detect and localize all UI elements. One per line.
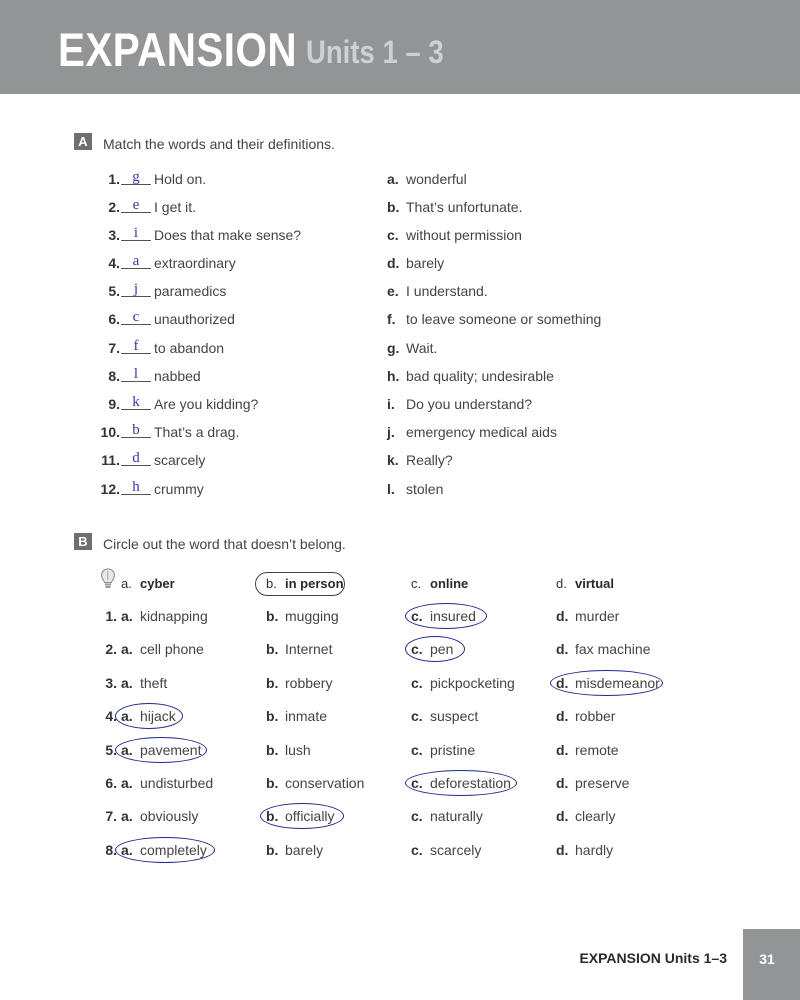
- option-text[interactable]: undisturbed: [140, 775, 214, 791]
- section-a-badge: A: [74, 133, 92, 150]
- option-text: online: [430, 576, 469, 591]
- option-letter: d.: [556, 675, 569, 691]
- option-text[interactable]: robbery: [285, 675, 333, 691]
- question-number: 4.: [105, 708, 117, 724]
- item-text: unauthorized: [154, 311, 235, 327]
- handwritten-answer: b: [132, 422, 140, 438]
- option-letter: b.: [266, 675, 279, 691]
- footer-title: EXPANSION Units 1–3: [579, 950, 727, 966]
- section-a-instruction: Match the words and their definitions.: [103, 136, 335, 152]
- option-letter: c.: [411, 775, 423, 791]
- option-letter: c.: [411, 742, 423, 758]
- question-number: 6.: [105, 775, 117, 791]
- definition-letter: e.: [387, 283, 399, 299]
- definition-text: That’s unfortunate.: [406, 199, 523, 215]
- option-letter: d.: [556, 808, 569, 824]
- item-text: extraordinary: [154, 255, 236, 271]
- item-number: 11.: [101, 452, 120, 468]
- option-letter: d.: [556, 608, 569, 624]
- answer-blank[interactable]: [121, 196, 151, 213]
- option-text[interactable]: insured: [430, 608, 476, 624]
- definition-text: Do you understand?: [406, 396, 533, 412]
- option-letter: a.: [121, 576, 132, 591]
- handwritten-answer: l: [133, 366, 139, 382]
- answer-blank[interactable]: [121, 365, 151, 382]
- definition-letter: l.: [387, 481, 395, 497]
- option-letter: a.: [121, 842, 133, 858]
- item-text: nabbed: [154, 368, 201, 384]
- item-number: 5.: [108, 283, 120, 299]
- answer-blank[interactable]: [121, 449, 151, 466]
- option-letter: b.: [266, 641, 279, 657]
- question-number: 5.: [105, 742, 117, 758]
- option-letter: b.: [266, 742, 279, 758]
- question-number: 7.: [105, 808, 117, 824]
- item-text: Are you kidding?: [154, 396, 259, 412]
- handwritten-answer: j: [133, 281, 139, 297]
- item-text: Does that make sense?: [154, 227, 302, 243]
- definition-text: Wait.: [406, 340, 438, 356]
- definition-text: stolen: [406, 481, 444, 497]
- option-letter: a.: [121, 742, 133, 758]
- item-number: 12.: [100, 481, 120, 497]
- definition-letter: a.: [387, 171, 399, 187]
- handwritten-answer: h: [132, 479, 140, 495]
- item-text: I get it.: [154, 199, 197, 215]
- option-letter: a.: [121, 608, 133, 624]
- definition-letter: j.: [387, 424, 395, 440]
- question-number: 2.: [105, 641, 117, 657]
- option-letter: a.: [121, 775, 133, 791]
- option-letter: b.: [266, 842, 279, 858]
- option-letter: b.: [266, 576, 277, 591]
- option-text[interactable]: fax machine: [575, 641, 651, 657]
- definition-letter: h.: [387, 368, 400, 384]
- handwritten-answer: i: [133, 225, 139, 241]
- option-letter: c.: [411, 576, 422, 591]
- question-number: 1.: [105, 608, 117, 624]
- definition-letter: i.: [387, 396, 395, 412]
- definition-letter: k.: [387, 452, 399, 468]
- item-number: 3.: [108, 227, 120, 243]
- option-text: in person: [285, 576, 344, 591]
- option-text[interactable]: conservation: [285, 775, 365, 791]
- option-letter: a.: [121, 708, 133, 724]
- handwritten-answer: f: [133, 338, 139, 354]
- option-text[interactable]: deforestation: [430, 775, 511, 791]
- page-header: [0, 0, 800, 94]
- option-text[interactable]: barely: [285, 842, 324, 858]
- page-number: 31: [759, 951, 775, 967]
- option-letter: c.: [411, 708, 423, 724]
- option-letter: d.: [556, 576, 567, 591]
- option-text[interactable]: pen: [430, 641, 454, 657]
- option-text[interactable]: lush: [285, 742, 311, 758]
- question-number: 3.: [105, 675, 117, 691]
- option-letter: a.: [121, 808, 133, 824]
- section-b-badge: B: [74, 533, 92, 550]
- option-letter: b.: [266, 708, 279, 724]
- option-letter: c.: [411, 808, 423, 824]
- option-letter: c.: [411, 842, 423, 858]
- option-letter: a.: [121, 641, 133, 657]
- handwritten-answer: a: [132, 253, 140, 269]
- option-text[interactable]: theft: [140, 675, 168, 691]
- page-number-box: [743, 929, 800, 1000]
- option-text[interactable]: officially: [285, 808, 335, 824]
- definition-letter: b.: [387, 199, 400, 215]
- lightbulb-icon: [100, 568, 116, 592]
- option-text: cyber: [140, 576, 175, 591]
- option-text[interactable]: clearly: [575, 808, 616, 824]
- option-letter: d.: [556, 641, 569, 657]
- handwritten-answer: k: [132, 394, 140, 410]
- option-letter: a.: [121, 675, 133, 691]
- option-text[interactable]: hardly: [575, 842, 614, 858]
- item-number: 9.: [108, 396, 120, 412]
- definition-letter: d.: [387, 255, 400, 271]
- item-number: 8.: [108, 368, 120, 384]
- option-text: virtual: [575, 576, 615, 591]
- option-letter: b.: [266, 808, 279, 824]
- option-letter: c.: [411, 675, 423, 691]
- option-letter: d.: [556, 842, 569, 858]
- option-text[interactable]: kidnapping: [140, 608, 208, 624]
- item-number: 7.: [108, 340, 120, 356]
- answer-blank[interactable]: [121, 168, 151, 185]
- definition-text: barely: [406, 255, 445, 271]
- option-text[interactable]: cell phone: [140, 641, 204, 657]
- option-letter: b.: [266, 608, 279, 624]
- option-text[interactable]: murder: [575, 608, 620, 624]
- answer-blank[interactable]: [121, 308, 151, 325]
- answer-blank[interactable]: [121, 421, 151, 438]
- answer-blank[interactable]: [121, 280, 151, 297]
- definition-text: to leave someone or something: [406, 311, 602, 327]
- definition-text: without permission: [406, 227, 522, 243]
- option-letter: c.: [411, 641, 423, 657]
- definition-text: Really?: [406, 452, 453, 468]
- option-text[interactable]: pavement: [140, 742, 202, 758]
- item-number: 6.: [108, 311, 120, 327]
- definition-text: I understand.: [406, 283, 488, 299]
- handwritten-answer: g: [132, 169, 140, 185]
- option-text[interactable]: remote: [575, 742, 619, 758]
- definition-text: bad quality; undesirable: [406, 368, 554, 384]
- option-letter: c.: [411, 608, 423, 624]
- definition-letter: g.: [387, 340, 400, 356]
- option-text[interactable]: pristine: [430, 742, 476, 758]
- item-text: crummy: [154, 481, 204, 497]
- section-b-instruction: Circle out the word that doesn’t belong.: [103, 536, 346, 552]
- answer-blank[interactable]: [121, 393, 151, 410]
- handwritten-answer: e: [132, 197, 140, 213]
- page-subtitle: Units 1 – 3: [306, 34, 444, 70]
- page-title: EXPANSION: [58, 23, 297, 76]
- option-letter: d.: [556, 742, 569, 758]
- item-number: 2.: [108, 199, 120, 215]
- handwritten-answer: c: [132, 309, 140, 325]
- option-text[interactable]: misdemeanor: [575, 675, 660, 691]
- item-text: Hold on.: [154, 171, 207, 187]
- option-text[interactable]: naturally: [430, 808, 483, 824]
- answer-blank[interactable]: [121, 224, 151, 241]
- item-number: 1.: [108, 171, 120, 187]
- option-text[interactable]: hijack: [140, 708, 176, 724]
- option-text[interactable]: mugging: [285, 608, 339, 624]
- item-text: That’s a drag.: [154, 424, 240, 440]
- definition-text: emergency medical aids: [406, 424, 557, 440]
- definition-text: wonderful: [406, 171, 467, 187]
- item-text: scarcely: [154, 452, 206, 468]
- definition-letter: c.: [387, 227, 399, 243]
- item-text: paramedics: [154, 283, 227, 299]
- option-text[interactable]: pickpocketing: [430, 675, 515, 691]
- item-number: 10.: [100, 424, 120, 440]
- option-text[interactable]: completely: [140, 842, 207, 858]
- option-letter: d.: [556, 775, 569, 791]
- option-letter: b.: [266, 775, 279, 791]
- answer-blank[interactable]: [121, 252, 151, 269]
- option-text[interactable]: inmate: [285, 708, 328, 724]
- definition-letter: f.: [387, 311, 396, 327]
- answer-blank[interactable]: [121, 478, 151, 495]
- option-text[interactable]: Internet: [285, 641, 333, 657]
- option-text[interactable]: suspect: [430, 708, 479, 724]
- option-letter: d.: [556, 708, 569, 724]
- question-number: 8.: [105, 842, 117, 858]
- item-text: to abandon: [154, 340, 225, 356]
- answer-blank[interactable]: [121, 337, 151, 354]
- handwritten-answer: d: [132, 450, 140, 466]
- option-text[interactable]: scarcely: [430, 842, 482, 858]
- option-text[interactable]: robber: [575, 708, 616, 724]
- option-text[interactable]: preserve: [575, 775, 630, 791]
- item-number: 4.: [108, 255, 120, 271]
- option-text[interactable]: obviously: [140, 808, 199, 824]
